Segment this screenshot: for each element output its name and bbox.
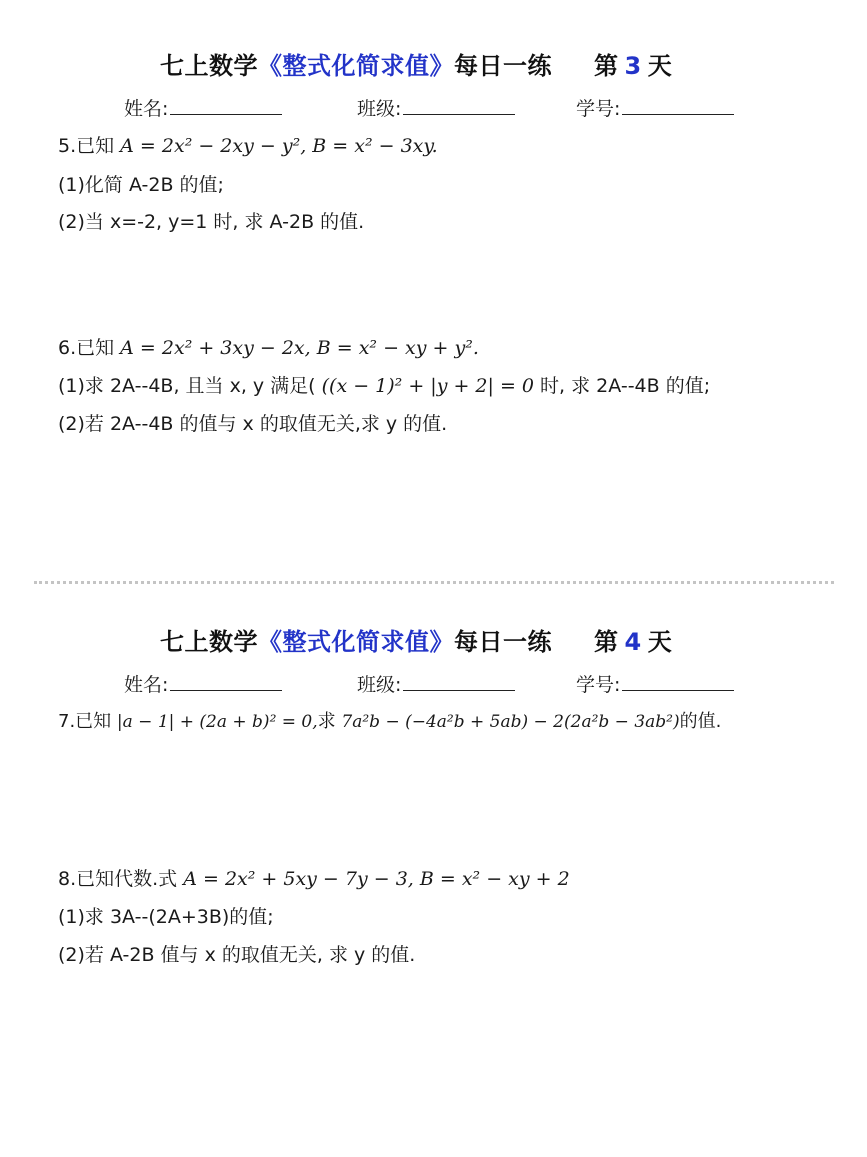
question-tail-end: 的值.	[679, 711, 722, 732]
class-label: 班级:	[357, 98, 402, 120]
question-math-expression: 7a²b − (−4a²b + 5ab) − 2(2a²b − 3ab²)	[341, 712, 680, 732]
question-stem: 6.已知	[58, 337, 121, 359]
section-divider	[34, 581, 834, 584]
page-title	[160, 46, 672, 81]
class-label: 班级:	[357, 674, 402, 696]
title-prefix: 七上数学	[160, 628, 258, 656]
question-stem: 5.已知	[58, 135, 121, 157]
question-5-part-1	[58, 170, 224, 197]
question-5	[58, 131, 438, 158]
class-field[interactable]	[357, 670, 515, 697]
name-blank[interactable]	[170, 672, 282, 691]
name-field[interactable]	[124, 670, 282, 697]
title-suffix: 每日一练	[454, 52, 552, 80]
day-label-post: 天	[647, 628, 673, 656]
title-suffix: 每日一练	[454, 628, 552, 656]
page-title	[160, 622, 672, 657]
class-blank[interactable]	[403, 672, 515, 691]
question-math: |a − 1| + (2a + b)² = 0,	[116, 712, 318, 732]
title-prefix: 七上数学	[160, 52, 258, 80]
title-topic: 《整式化简求值》	[258, 628, 454, 656]
day-label-pre: 第	[594, 52, 619, 80]
name-field[interactable]	[124, 94, 282, 121]
question-math: A = 2x² + 5xy − 7y − 3, B = x² − xy + 2	[183, 868, 570, 890]
question-math: ((x − 1)² + |y + 2| = 0	[321, 375, 535, 397]
question-tail: 求	[317, 711, 342, 732]
day-number: 4	[624, 628, 642, 656]
question-math: A = 2x² − 2xy − y², B = x² − 3xy.	[120, 135, 438, 157]
student-id-field[interactable]	[576, 94, 734, 121]
question-6-part-1	[58, 371, 710, 398]
question-8	[58, 864, 570, 891]
student-id-label: 学号:	[576, 98, 621, 120]
student-id-blank[interactable]	[622, 672, 734, 691]
name-label: 姓名:	[124, 674, 169, 696]
student-id-blank[interactable]	[622, 96, 734, 115]
question-8-part-1	[58, 902, 274, 929]
question-stem: 7.已知	[58, 711, 117, 732]
question-stem: (1)求 3A--(2A+3B)的值;	[58, 906, 274, 928]
question-7	[58, 707, 721, 733]
class-field[interactable]	[357, 94, 515, 121]
day-number: 3	[624, 52, 642, 80]
question-6	[58, 333, 479, 360]
day-label-post: 天	[647, 52, 673, 80]
question-stem: (2)若 A-2B 值与 x 的取值无关, 求 y 的值.	[58, 944, 416, 966]
title-topic: 《整式化简求值》	[258, 52, 454, 80]
name-blank[interactable]	[170, 96, 282, 115]
day-label-pre: 第	[594, 628, 619, 656]
question-math: A = 2x² + 3xy − 2x, B = x² − xy + y².	[120, 337, 479, 359]
class-blank[interactable]	[403, 96, 515, 115]
question-stem: (1)求 2A--4B, 且当 x, y 满足(	[58, 375, 322, 397]
question-stem: (1)化简 A-2B 的值;	[58, 174, 224, 196]
question-stem: (2)若 2A--4B 的值与 x 的取值无关,求 y 的值.	[58, 413, 448, 435]
question-5-part-2	[58, 207, 364, 234]
student-id-field[interactable]	[576, 670, 734, 697]
question-8-part-2	[58, 940, 415, 967]
name-label: 姓名:	[124, 98, 169, 120]
question-tail: 时, 求 2A--4B 的值;	[534, 375, 711, 397]
question-stem: (2)当 x=-2, y=1 时, 求 A-2B 的值.	[58, 211, 365, 233]
student-id-label: 学号:	[576, 674, 621, 696]
question-stem: 8.已知代数.式	[58, 868, 184, 890]
question-6-part-2	[58, 409, 447, 436]
